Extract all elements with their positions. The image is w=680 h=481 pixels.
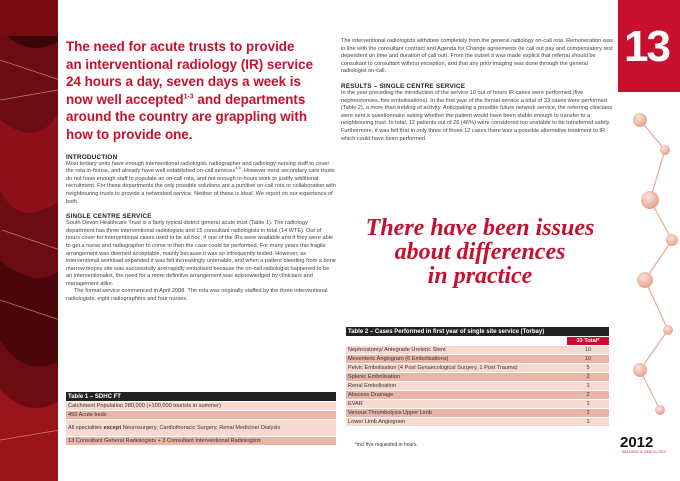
table-2-value: 2	[567, 373, 609, 382]
table-2-total-row	[346, 337, 609, 346]
table-row	[346, 409, 609, 418]
introduction-text-a: Most tertiary units have enough interventional radiologist, radiographer and radiology nursing staff to cover the rota in-house, and already have well established on-call services	[66, 160, 330, 175]
table-2-value: 1	[567, 409, 609, 418]
table-2-header	[346, 327, 609, 337]
publication-name: IMAGING & ONCOLOGY	[622, 450, 667, 454]
table-row	[66, 402, 336, 411]
table-row	[66, 437, 336, 446]
table-2-label: Renal Embolisation	[346, 382, 567, 391]
table-1-cell: Catchment Population 280,000 (+100,000 tourists in summer)	[66, 402, 336, 411]
page-number: 13	[624, 22, 669, 71]
headline-line-4b: and departments	[193, 91, 306, 107]
table-row	[346, 391, 609, 400]
table-2-value: 10	[567, 355, 609, 364]
table-1-row3-b: Neurosurgery, Cardiothoracic Surgery, Renal Medicine/ Dialysis	[121, 424, 281, 431]
table-1-row3-a: All specialties	[68, 424, 104, 431]
headline-line-4a: now well accepted	[66, 91, 184, 107]
table-2-label: Pelvic Embolisation (4 Post Gynaecological Surgery, 1 Post Trauma)	[346, 364, 567, 373]
pull-quote-line-2: about differences	[394, 239, 566, 265]
table-1-header	[66, 392, 336, 402]
left-column	[66, 38, 336, 304]
table-1-title: Table 1 – SDHC FT	[66, 392, 336, 402]
pull-quote-line-1: There have been issues	[365, 215, 595, 241]
table-2-label: EVAR	[346, 400, 567, 409]
table-2-value: 10	[567, 346, 609, 355]
table-2-value: 1	[567, 400, 609, 409]
pull-quote	[341, 216, 619, 288]
table-row	[66, 411, 336, 420]
introduction-citation: 4,5	[235, 165, 241, 171]
table-2-value: 1	[567, 418, 609, 427]
table-row	[66, 420, 336, 437]
table-1-cell: 450 Acute beds	[66, 411, 336, 420]
headline-line-6: how to provide one.	[66, 126, 193, 142]
headline-line-3: 24 hours a day, seven days a week is	[66, 74, 301, 90]
table-row	[346, 382, 609, 391]
table-2-label: Mesenteric Angiogram (6 Embolisations)	[346, 355, 567, 364]
table-row	[346, 373, 609, 382]
table-2-label: Abscess Drainage	[346, 391, 567, 400]
table-row	[346, 400, 609, 409]
pull-quote-line-3: in practice	[427, 263, 533, 289]
results-heading: RESULTS – SINGLE CENTRE SERVICE	[341, 82, 466, 90]
table-2-total: 33 Total*	[567, 337, 609, 346]
single-centre-heading: SINGLE CENTRE SERVICE	[66, 213, 152, 221]
issue-year: 2012	[620, 434, 654, 451]
table-2-label: Lower Limb Angiogram	[346, 418, 567, 427]
headline-citation: 1-3	[183, 93, 194, 101]
table-2	[346, 327, 609, 427]
headline-line-5: around the country are grappling with	[66, 109, 308, 125]
table-2-footnote: *incl five requested in hours.	[355, 442, 418, 448]
table-2-label: Splenic Embolisation	[346, 373, 567, 382]
table-1-cell: 13 Consultant General Radiologists + 3 Consultant Interventional Radiologists	[66, 437, 336, 446]
table-2-value: 5	[567, 364, 609, 373]
table-row	[346, 355, 609, 364]
table-2-value: 1	[567, 382, 609, 391]
table-1-cell	[66, 420, 336, 437]
introduction-text-b: . However most secondary care trusts do not have enough staff to populate an on-call rota, and not enough in-hours work to justify additional recruitment. For these departments the only possible solutions are a punitive on-call rota or collaboration with neighbouring trusts to provide a networked service. Neither of these is ideal. We report on our experience of both.	[66, 168, 336, 205]
single-centre-text: South Devon Healthcare Trust is a fairly typical district general acute trust (Table 1). The radiology department has three interventional radiologists and 15 consultant radiologists in total (14 WTE). Out of hours cover for interventional cases used to be ad hoc; if one of the IRs were available and if they were able to get a nurse and radiographer to come in then the case could be performed. For many years this fragile arrangement was deemed acceptable, mainly because it was so infrequently tested. However, as interventional workload expanded it was felt increasingly untenable, and when a patient bleeding from a bone marrow biopsy site was successfully and rapidly embolised because the on-call radiologist happened to be an interventionalist, the need for a more definitive arrangement was acknowledged by clinicians and management alike.	[66, 220, 336, 287]
right-column	[341, 38, 613, 143]
table-1-row3-bold: except	[103, 424, 122, 431]
table-2-label: Nephrostomy/ Antegrade Ureteric Stent	[346, 346, 567, 355]
right-paragraph-1: The interventional radiologists withdrew completely from the general radiology on-call rota. Remuneration was in line with the consultant contract and Agenda for Change agreements (ie call out pay and compensatory rest dependent on time and duration of call out). From the outset it was made explicit that referral should be consultant to consultant without exception, and that any prior imaging was done through the general radiologist on-call.	[341, 38, 613, 75]
headline-line-2: an interventional radiology (IR) service	[66, 56, 314, 72]
table-2-label: Venous Thrombolysis Upper Limb	[346, 409, 567, 418]
table-row	[346, 418, 609, 427]
table-row	[346, 364, 609, 373]
table-2-title: Table 2 – Cases Performed in first year of single site service (Torbay)	[346, 327, 609, 337]
table-1	[66, 392, 336, 446]
table-2-blank	[346, 337, 567, 346]
results-text: In the year preceding the introduction of the service 10 out of hours IR cases were performed (five nephrostomies, five embolisations). In the first year of the formal service a total of 33 cases were performed (Table 2), a more than trebling of activity. Anticipating a possible future network service, the referring clinicians were sent a questionnaire asking whether the patient would have been stable enough to transfer to a neighbouring trust. In total, 12 patients out of 26 (46%) were considered too unstable to be transferred safely. Furthermore, it was felt that in only three of those 12 cases there was a possible alternative treatment to IR which could have been performed.	[341, 89, 613, 142]
table-row	[346, 346, 609, 355]
table-2-value: 2	[567, 391, 609, 400]
headline-line-1: The need for acute trusts to provide	[66, 39, 295, 54]
single-centre-text-2: The formal service commenced in April 2008. The rota was originally staffed by the three interventional radiologists, eight radiographers and four nurses.	[66, 288, 328, 303]
introduction-heading: INTRODUCTION	[66, 153, 118, 161]
introduction-text	[66, 161, 336, 207]
headline	[66, 38, 336, 144]
